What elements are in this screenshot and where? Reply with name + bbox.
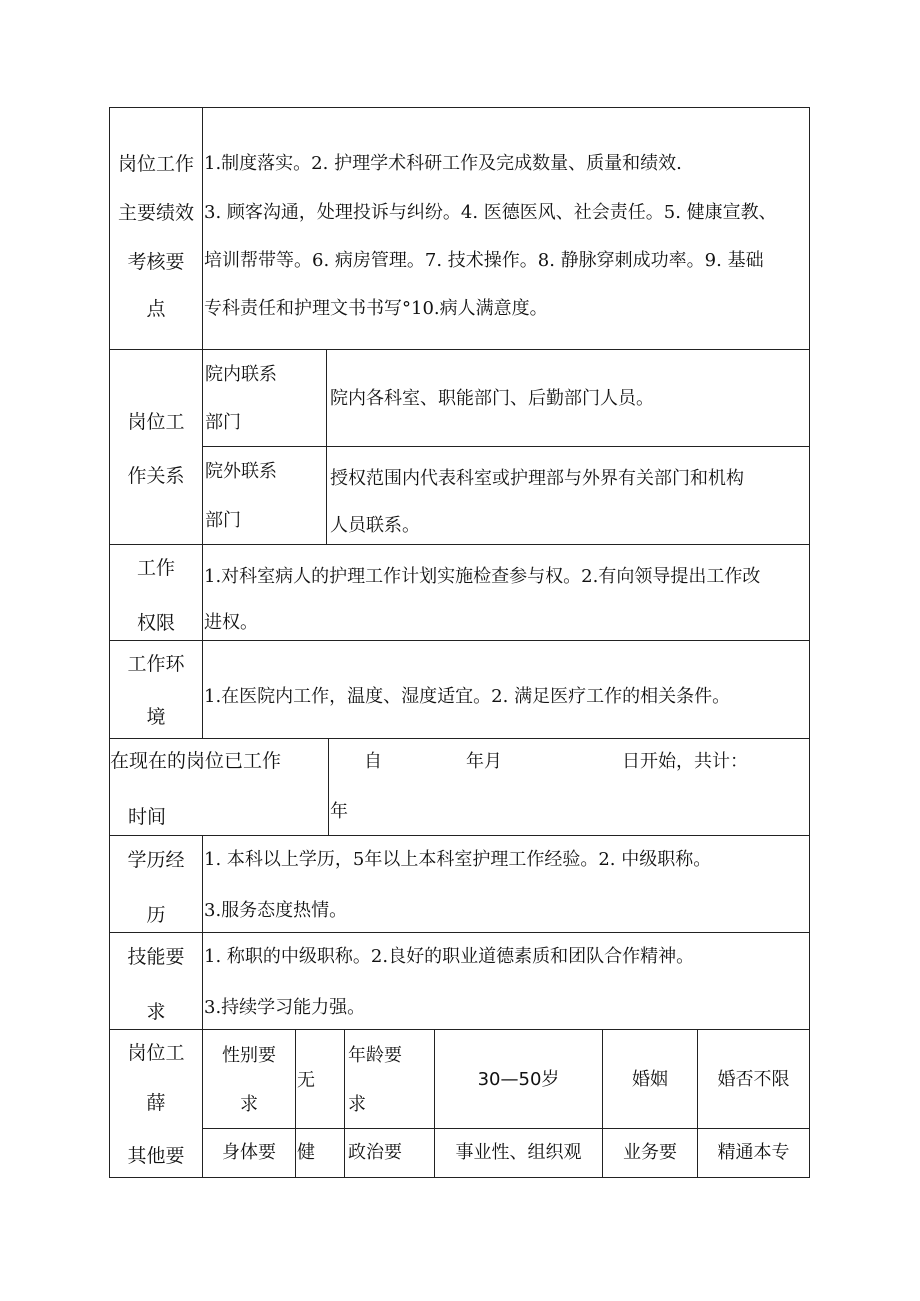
authority-content-line: 1.对科室病人的护理工作计划实施检查参与权。2.有向领导提出工作改 (204, 566, 761, 587)
kpi-label-line: 点 (146, 298, 166, 320)
skills-label-line: 求 (146, 1001, 166, 1023)
table-border-top (109, 107, 810, 108)
marriage-label: 婚姻 (632, 1069, 668, 1090)
education-label-line: 历 (146, 904, 166, 926)
row-divider (109, 835, 810, 836)
kpi-label-line: 考核要 (127, 251, 185, 273)
row-divider (109, 1029, 810, 1030)
environment-label-line: 工作环 (127, 653, 185, 675)
row-divider (109, 738, 810, 739)
tenure-from: 自 (364, 751, 382, 772)
row-divider (202, 446, 810, 447)
kpi-content-line: 1.制度落实。2. 护理学术科研工作及完成数量、质量和绩效. (204, 153, 682, 174)
environment-content: 1.在医院内工作，温度、湿度适宜。2. 满足医疗工作的相关条件。 (204, 686, 731, 707)
row-divider (109, 932, 810, 933)
age-label: 求 (348, 1094, 366, 1115)
external-contact-label: 院外联系 (205, 461, 277, 482)
gender-label: 求 (240, 1094, 258, 1115)
column-divider (295, 1029, 296, 1178)
politics-label: 政治要 (348, 1142, 402, 1163)
internal-contact-label: 部门 (205, 412, 241, 433)
business-label: 业务要 (623, 1142, 677, 1163)
kpi-content-line: 培训帮带等。6. 病房管理。7. 技术操作。8. 静脉穿刺成功率。9. 基础 (204, 250, 764, 271)
authority-label-line: 权限 (136, 612, 175, 634)
external-contact-value: 人员联系。 (330, 515, 420, 536)
skills-content-line: 3.持续学习能力强。 (204, 997, 366, 1018)
row-divider (202, 1128, 810, 1129)
tenure-label-line: 在现在的岗位已工作 (110, 750, 282, 772)
kpi-label-line: 主要绩效 (117, 202, 194, 224)
column-divider (328, 738, 329, 835)
health-value: 健 (297, 1142, 315, 1163)
health-label: 身体要 (222, 1142, 276, 1163)
education-label-line: 学历经 (127, 849, 185, 871)
authority-content-line: 进权。 (204, 612, 258, 633)
table-border-right (809, 107, 810, 1178)
other-label-line: 其他要 (127, 1145, 185, 1167)
row-divider (109, 349, 810, 350)
kpi-label-line: 岗位工作 (117, 153, 194, 175)
row-divider (109, 544, 810, 545)
relations-label-line: 岗位工 (127, 411, 185, 433)
kpi-content-line: 3. 顾客沟通，处理投诉与纠纷。4. 医德医风、社会责任。5. 健康宣教、 (204, 202, 777, 223)
kpi-content-line: 专科责任和护理文书书写°10.病人满意度。 (204, 298, 548, 319)
environment-label-line: 境 (146, 706, 166, 728)
other-label-line: 岗位工 (127, 1042, 185, 1064)
table-border-bottom (109, 1177, 810, 1178)
education-content-line: 1. 本科以上学历，5年以上本科室护理工作经验。2. 中级职称。 (204, 849, 712, 870)
internal-contact-value: 院内各科室、职能部门、后勤部门人员。 (330, 388, 654, 409)
tenure-label-line: 时间 (128, 806, 167, 828)
tenure-year: 年 (330, 801, 348, 822)
other-label-line: 薛 (146, 1092, 166, 1114)
column-divider (202, 835, 203, 1178)
tenure-day-start: 日开始，共计： (622, 751, 748, 772)
column-divider (202, 107, 203, 738)
age-label: 年龄要 (348, 1045, 402, 1066)
politics-value: 事业性、组织观 (455, 1142, 582, 1163)
authority-label-line: 工作 (136, 557, 175, 579)
column-divider (326, 349, 327, 544)
external-contact-label: 部门 (205, 510, 241, 531)
gender-label: 性别要 (222, 1045, 276, 1066)
gender-value: 无 (297, 1070, 315, 1091)
age-value: 30—50岁 (477, 1069, 560, 1090)
business-value: 精通本专 (717, 1142, 790, 1163)
row-divider (109, 640, 810, 641)
external-contact-value: 授权范围内代表科室或护理部与外界有关部门和机构 (330, 468, 744, 489)
education-content-line: 3.服务态度热情。 (204, 900, 348, 921)
marriage-value: 婚否不限 (717, 1069, 790, 1090)
skills-content-line: 1. 称职的中级职称。2.良好的职业道德素质和团队合作精神。 (204, 946, 695, 967)
skills-label-line: 技能要 (127, 946, 185, 968)
tenure-year-month: 年月 (466, 751, 502, 772)
relations-label-line: 作关系 (127, 465, 185, 487)
column-divider (344, 1029, 345, 1178)
internal-contact-label: 院内联系 (205, 364, 277, 385)
